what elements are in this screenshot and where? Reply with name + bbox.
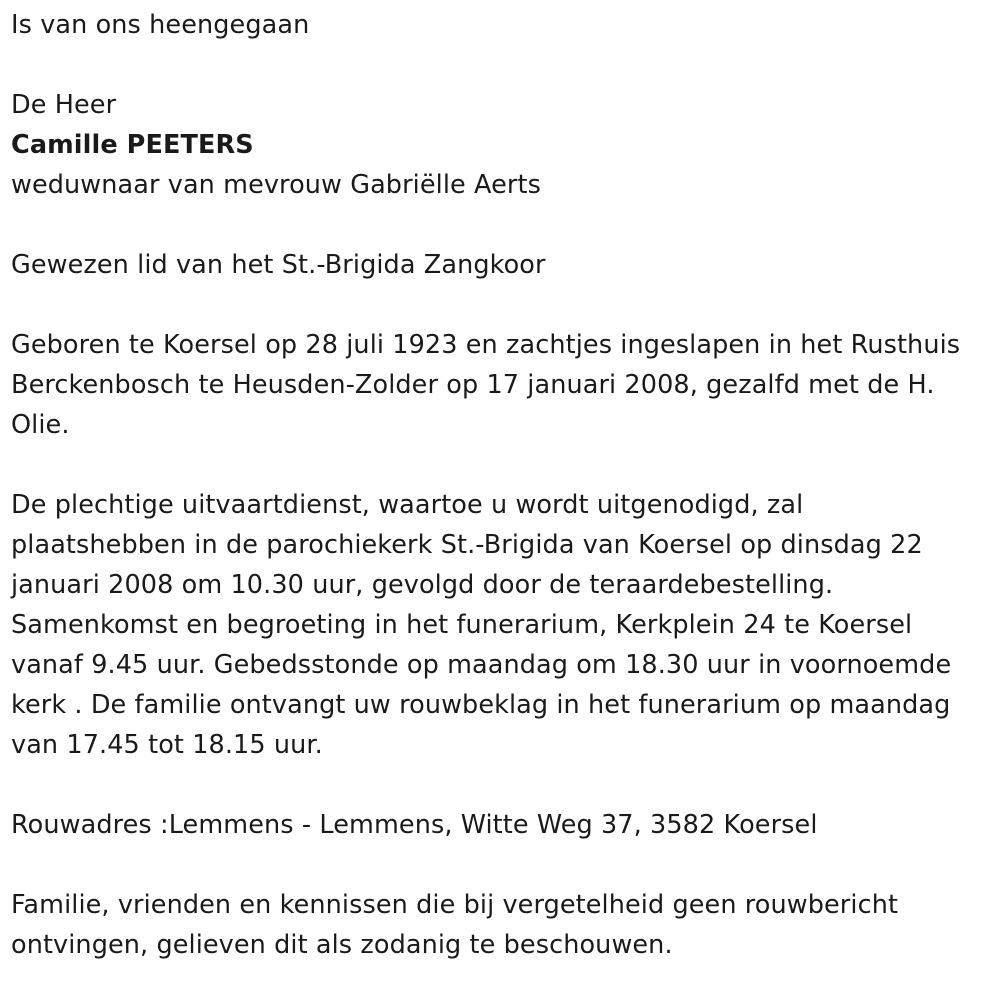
intro-text: Is van ons heengegaan: [11, 10, 310, 40]
paragraph-line: Olie.: [11, 410, 70, 440]
mourning-address: Rouwadres :Lemmens - Lemmens, Witte Weg 37, 3582 Koersel: [11, 810, 818, 840]
deceased-name: Camille PEETERS: [11, 130, 254, 160]
spacer: [11, 205, 996, 245]
spacer: [11, 845, 996, 885]
membership-text: Gewezen lid van het St.-Brigida Zangkoor: [11, 250, 546, 280]
paragraph-line: Samenkomst en begroeting in het funerarium, Kerkplein 24 te Koersel: [11, 610, 913, 640]
paragraph-line: Berckenbosch te Heusden-Zolder op 17 januari 2008, gezalfd met de H.: [11, 370, 935, 400]
paragraph-line: kerk . De familie ontvangt uw rouwbeklag in het funerarium op maandag: [11, 690, 951, 720]
spacer: [11, 45, 996, 85]
birth-death-paragraph: [11, 325, 996, 445]
paragraph-line: plaatshebben in de parochiekerk St.-Brigida van Koersel op dinsdag 22: [11, 530, 923, 560]
spacer: [11, 285, 996, 325]
relation-text: weduwnaar van mevrouw Gabriëlle Aerts: [11, 170, 541, 200]
paragraph-line: ontvingen, gelieven dit als zodanig te beschouwen.: [11, 930, 673, 960]
paragraph-line: van 17.45 tot 18.15 uur.: [11, 730, 323, 760]
spacer: [11, 765, 996, 805]
paragraph-line: De plechtige uitvaartdienst, waartoe u wordt uitgenodigd, zal: [11, 490, 804, 520]
salutation-text: De Heer: [11, 90, 117, 120]
paragraph-line: Geboren te Koersel op 28 juli 1923 en zachtjes ingeslapen in het Rusthuis: [11, 330, 961, 360]
closing-paragraph: [11, 885, 996, 965]
paragraph-line: vanaf 9.45 uur. Gebedsstonde op maandag om 18.30 uur in voornoemde: [11, 650, 952, 680]
funeral-paragraph: [11, 485, 996, 765]
paragraph-line: Familie, vrienden en kennissen die bij vergetelheid geen rouwbericht: [11, 890, 899, 920]
spacer: [11, 445, 996, 485]
paragraph-line: januari 2008 om 10.30 uur, gevolgd door de teraardebestelling.: [11, 570, 834, 600]
obituary-notice: [11, 5, 996, 965]
